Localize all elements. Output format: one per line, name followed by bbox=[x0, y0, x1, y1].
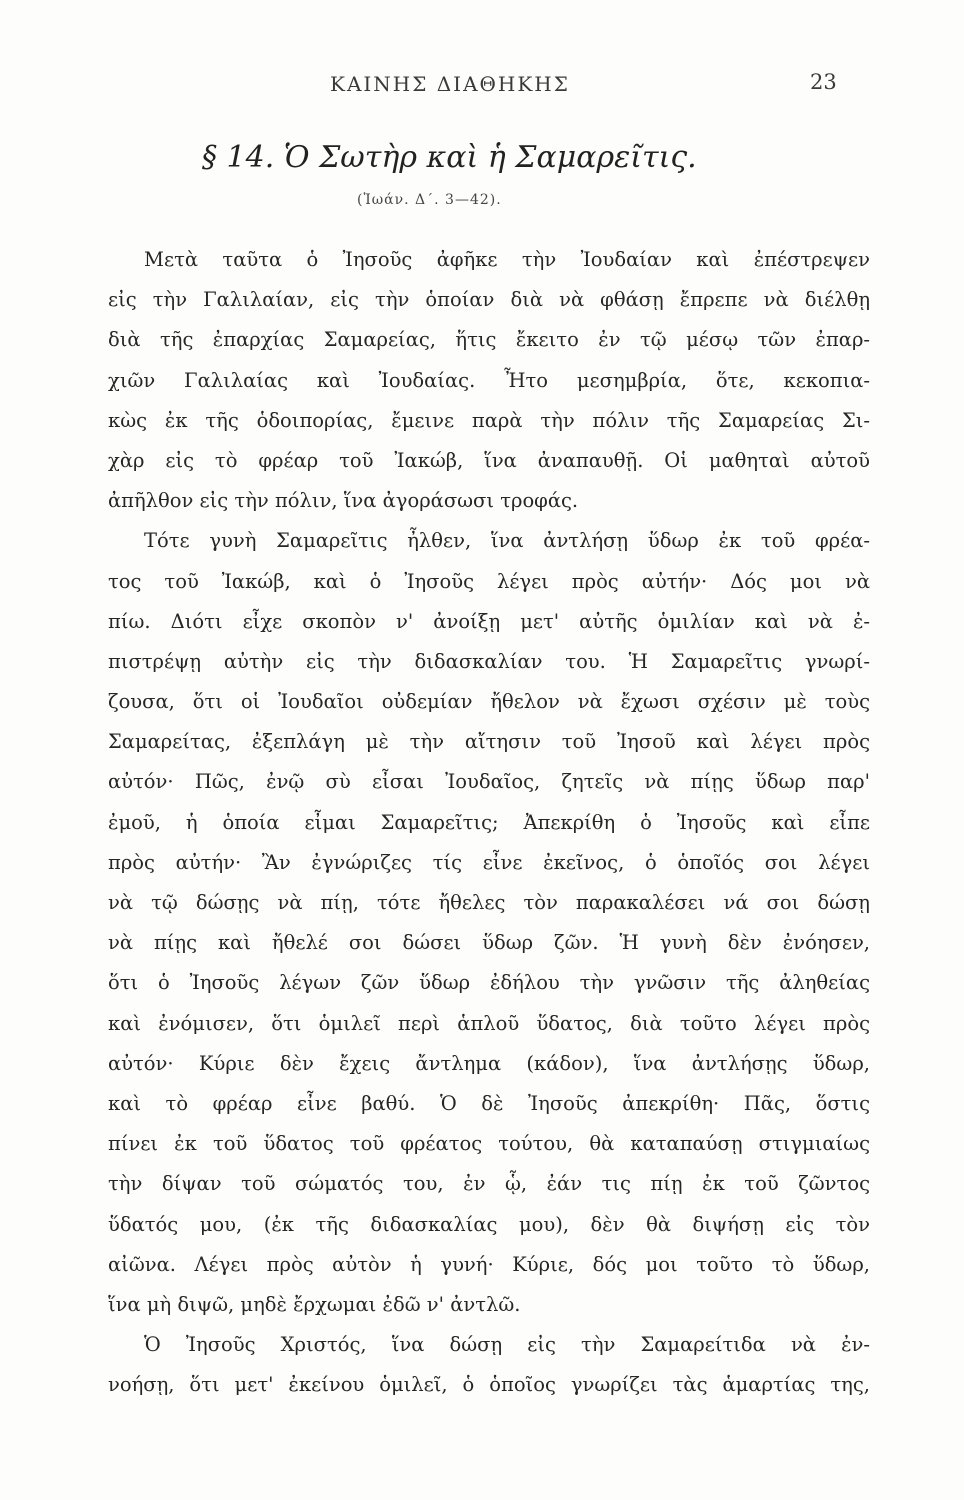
text-line: ἐμοῦ, ἡ ὁποία εἶμαι Σαμαρεῖτις; Ἀπεκρίθη ὁ Ἰησοῦς καὶ εἶπε bbox=[108, 810, 870, 834]
text-line: πρὸς αὐτήν· Ἂν ἐγνώριζες τίς εἶνε ἐκεῖνος, ὁ ὁποῖός σοι λέγει bbox=[108, 850, 870, 874]
page-number: 23 bbox=[810, 70, 837, 94]
text-line: τὴν δίψαν τοῦ σώματός του, ἐν ᾧ, ἐάν τις πίῃ ἐκ τοῦ ζῶντος bbox=[108, 1172, 870, 1196]
text-line: πίω. Διότι εἶχε σκοπὸν ν' ἀνοίξῃ μετ' αὐτῆς ὁμιλίαν καὶ νὰ ἐ- bbox=[108, 609, 870, 633]
text-line: νὰ πίῃς καὶ ἤθελέ σοι δώσει ὕδωρ ζῶν. Ἡ γυνὴ δὲν ἐνόησεν, bbox=[108, 931, 870, 955]
text-line: αὐτόν· Πῶς, ἐνῷ σὺ εἶσαι Ἰουδαῖος, ζητεῖς νὰ πίῃς ὕδωρ παρ' bbox=[108, 770, 870, 794]
text-line: χιῶν Γαλιλαίας καὶ Ἰουδαίας. Ἦτο μεσημβρία, ὅτε, κεκοπια- bbox=[108, 368, 870, 392]
text-line: εἰς τὴν Γαλιλαίαν, εἰς τὴν ὁποίαν διὰ νὰ φθάσῃ ἔπρεπε νὰ διέλθῃ bbox=[108, 288, 870, 312]
text-line: πιστρέψῃ αὐτὴν εἰς τὴν διδασκαλίαν του. Ἡ Σαμαρεῖτις γνωρί- bbox=[108, 649, 870, 673]
text-line: χὰρ εἰς τὸ φρέαρ τοῦ Ἰακώβ, ἵνα ἀναπαυθῇ. Οἱ μαθηταὶ αὐτοῦ bbox=[108, 448, 870, 472]
text-line: αἰῶνα. Λέγει πρὸς αὐτὸν ἡ γυνή· Κύριε, δός μοι τοῦτο τὸ ὕδωρ, bbox=[108, 1252, 870, 1276]
text-line: Τότε γυνὴ Σαμαρεῖτις ἦλθεν, ἵνα ἀντλήσῃ ὕδωρ ἐκ τοῦ φρέα- bbox=[144, 529, 870, 553]
text-line: πίνει ἐκ τοῦ ὕδατος τοῦ φρέατος τούτου, θὰ καταπαύσῃ στιγμιαίως bbox=[108, 1132, 870, 1156]
text-line: νοήσῃ, ὅτι μετ' ἐκείνου ὁμιλεῖ, ὁ ὁποῖος γνωρίζει τὰς ἁμαρτίας της, bbox=[108, 1373, 870, 1397]
text-line: ὕδατός μου, (ἐκ τῆς διδασκαλίας μου), δὲν θὰ διψήσῃ εἰς τὸν bbox=[108, 1212, 870, 1236]
body-text bbox=[108, 240, 870, 1405]
text-line: ζουσα, ὅτι οἱ Ἰουδαῖοι οὐδεμίαν ἤθελον νὰ ἔχωσι σχέσιν μὲ τοὺς bbox=[108, 690, 870, 714]
text-line: καὶ τὸ φρέαρ εἶνε βαθύ. Ὁ δὲ Ἰησοῦς ἀπεκρίθη· Πᾶς, ὅστις bbox=[108, 1091, 870, 1115]
text-line: Ὁ Ἰησοῦς Χριστός, ἵνα δώσῃ εἰς τὴν Σαμαρείτιδα νὰ ἐν- bbox=[144, 1333, 870, 1357]
text-line: ἵνα μὴ διψῶ, μηδὲ ἔρχωμαι ἐδῶ ν' ἀντλῶ. bbox=[108, 1292, 521, 1316]
section-title: § 14. Ὁ Σωτὴρ καὶ ἡ Σαμαρεῖτις. bbox=[202, 140, 697, 175]
text-line: Σαμαρείτας, ἐξεπλάγη μὲ τὴν αἴτησιν τοῦ Ἰησοῦ καὶ λέγει πρὸς bbox=[108, 730, 870, 754]
text-line: ὅτι ὁ Ἰησοῦς λέγων ζῶν ὕδωρ ἐδήλου τὴν γνῶσιν τῆς ἀληθείας bbox=[108, 971, 870, 995]
text-line: διὰ τῆς ἐπαρχίας Σαμαρείας, ἥτις ἔκειτο ἐν τῷ μέσῳ τῶν ἐπαρ- bbox=[108, 328, 870, 352]
text-line: ἀπῆλθον εἰς τὴν πόλιν, ἵνα ἀγοράσωσι τροφάς. bbox=[108, 489, 579, 513]
text-line: νὰ τῷ δώσῃς νὰ πίῃ, τότε ἤθελες τὸν παρακαλέσει νά σοι δώσῃ bbox=[108, 891, 870, 914]
text-line: τος τοῦ Ἰακώβ, καὶ ὁ Ἰησοῦς λέγει πρὸς αὐτήν· Δός μοι νὰ bbox=[108, 569, 870, 593]
text-line: καὶ ἐνόμισεν, ὅτι ὁμιλεῖ περὶ ἁπλοῦ ὕδατος, διὰ τοῦτο λέγει πρὸς bbox=[108, 1011, 870, 1035]
scripture-reference: (Ἰωάν. Δ΄. 3—42). bbox=[357, 192, 502, 208]
text-line: κὼς ἐκ τῆς ὁδοιπορίας, ἔμεινε παρὰ τὴν πόλιν τῆς Σαμαρείας Σι- bbox=[108, 408, 870, 432]
running-head: ΚΑΙΝΗΣ ΔΙΑΘΗΚΗΣ bbox=[330, 72, 570, 96]
text-line: Μετὰ ταῦτα ὁ Ἰησοῦς ἀφῆκε τὴν Ἰουδαίαν καὶ ἐπέστρεψεν bbox=[144, 248, 870, 271]
text-line: αὐτόν· Κύριε δὲν ἔχεις ἄντλημα (κάδον), ἵνα ἀντλήσῃς ὕδωρ, bbox=[108, 1051, 870, 1075]
